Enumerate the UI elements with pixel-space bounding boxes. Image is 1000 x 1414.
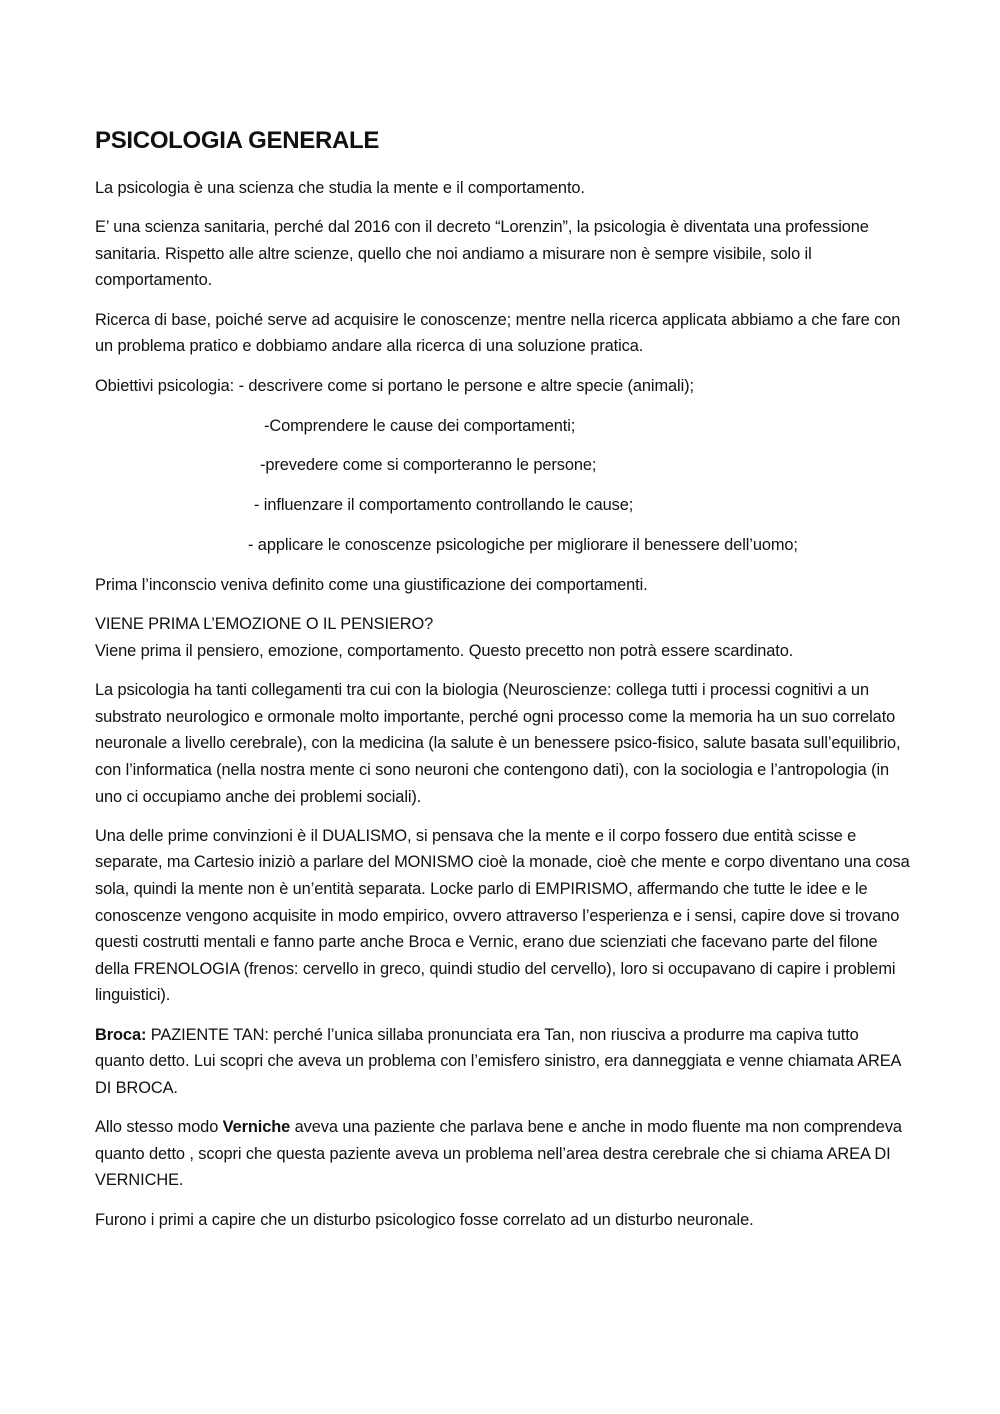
paragraph-verniche: [95, 1114, 910, 1194]
objectives-intro: Obiettivi psicologia: - descrivere come si portano le persone e altre specie (animali);: [95, 376, 694, 395]
objective-item: -prevedere come si comporteranno le persone;: [260, 456, 597, 475]
objective-item: - influenzare il comportamento controllando le cause;: [254, 496, 634, 515]
document-page: [95, 118, 910, 1246]
paragraph-health-science: E’ una scienza sanitaria, perché dal 2016 con il decreto “Lorenzin”, la psicologia è diventata una professione sanitaria. Rispetto alle altre scienze, quello che noi andiamo a misurare non è sempre visibile, solo il comportamento.: [95, 218, 869, 290]
verniche-text: aveva una paziente che parlava bene e anche in modo fluente ma non comprendeva quanto detto , scopri che questa paziente aveva un problema nell’area destra cerebrale che si chiama AREA DI VERNICHE.: [95, 1118, 902, 1190]
verniche-label: Verniche: [222, 1118, 291, 1137]
paragraph-connections: La psicologia ha tanti collegamenti tra cui con la biologia (Neuroscienze: collega tutti i processi cognitivi a un substrato neurologico e ormonale molto importante, perché ogni processo come la memoria ha un suo correlato neuronale a livello cerebrale), con la medicina (la salute è un benessere psico-fisico, salute basata sull’equilibrio, con l’informatica (nella nostra mente ci sono neuroni che contengono dati), con la sociologia e l’antropologia (in uno ci occupiamo anche dei problemi sociali).: [95, 681, 901, 806]
objective-item: -Comprendere le cause dei comportamenti;: [264, 416, 576, 435]
document-title: PSICOLOGIA GENERALE: [95, 127, 380, 154]
objective-item: - applicare le conoscenze psicologiche per migliorare il benessere dell’uomo;: [248, 536, 798, 555]
paragraph-broca: [95, 1022, 910, 1102]
paragraph-research: Ricerca di base, poiché serve ad acquisire le conoscenze; mentre nella ricerca applicata abbiamo a che fare con un problema pratico e dobbiamo andare alla ricerca di una soluzione pratica.: [95, 310, 901, 356]
broca-text: PAZIENTE TAN: perché l’unica sillaba pronunciata era Tan, non riusciva a produrre ma capiva tutto quanto detto. Lui scopri che aveva un problema con l’emisfero sinistro, era danneggiata e venne chiamata AREA DI BROCA.: [95, 1025, 901, 1097]
verniche-prefix: Allo stesso modo: [95, 1118, 223, 1137]
question-heading: VIENE PRIMA L’EMOZIONE O IL PENSIERO?: [95, 615, 434, 634]
question-answer: Viene prima il pensiero, emozione, comportamento. Questo precetto non potrà essere scardinato.: [95, 641, 794, 660]
paragraph-unconscious: Prima l’inconscio veniva definito come una giustificazione dei comportamenti.: [95, 576, 648, 595]
paragraph-dualism: Una delle prime convinzioni è il DUALISMO, si pensava che la mente e il corpo fossero due entità scisse e separate, ma Cartesio iniziò a parlare del MONISMO cioè la monade, cioè che mente e corpo diventano una cosa sola, quindi la mente non è un’entità separata. Locke parlo di EMPIRISMO, affermando che tutte le idee e le conoscenze vengono acquisite in modo empirico, ovvero attraverso l’esperienza e i sensi, capire dove si trovano questi costrutti mentali e fanno parte anche Broca e Vernic, erano due scienziati che facevano parte del filone della FRENOLOGIA (frenos: cervello in greco, quindi studio del cervello), loro si occupavano di capire i problemi linguistici).: [95, 826, 910, 1005]
paragraph-definition: La psicologia è una scienza che studia la mente e il comportamento.: [95, 179, 585, 197]
paragraph-conclusion: Furono i primi a capire che un disturbo psicologico fosse correlato ad un disturbo neuronale.: [95, 1210, 754, 1229]
broca-label: Broca:: [95, 1025, 147, 1044]
